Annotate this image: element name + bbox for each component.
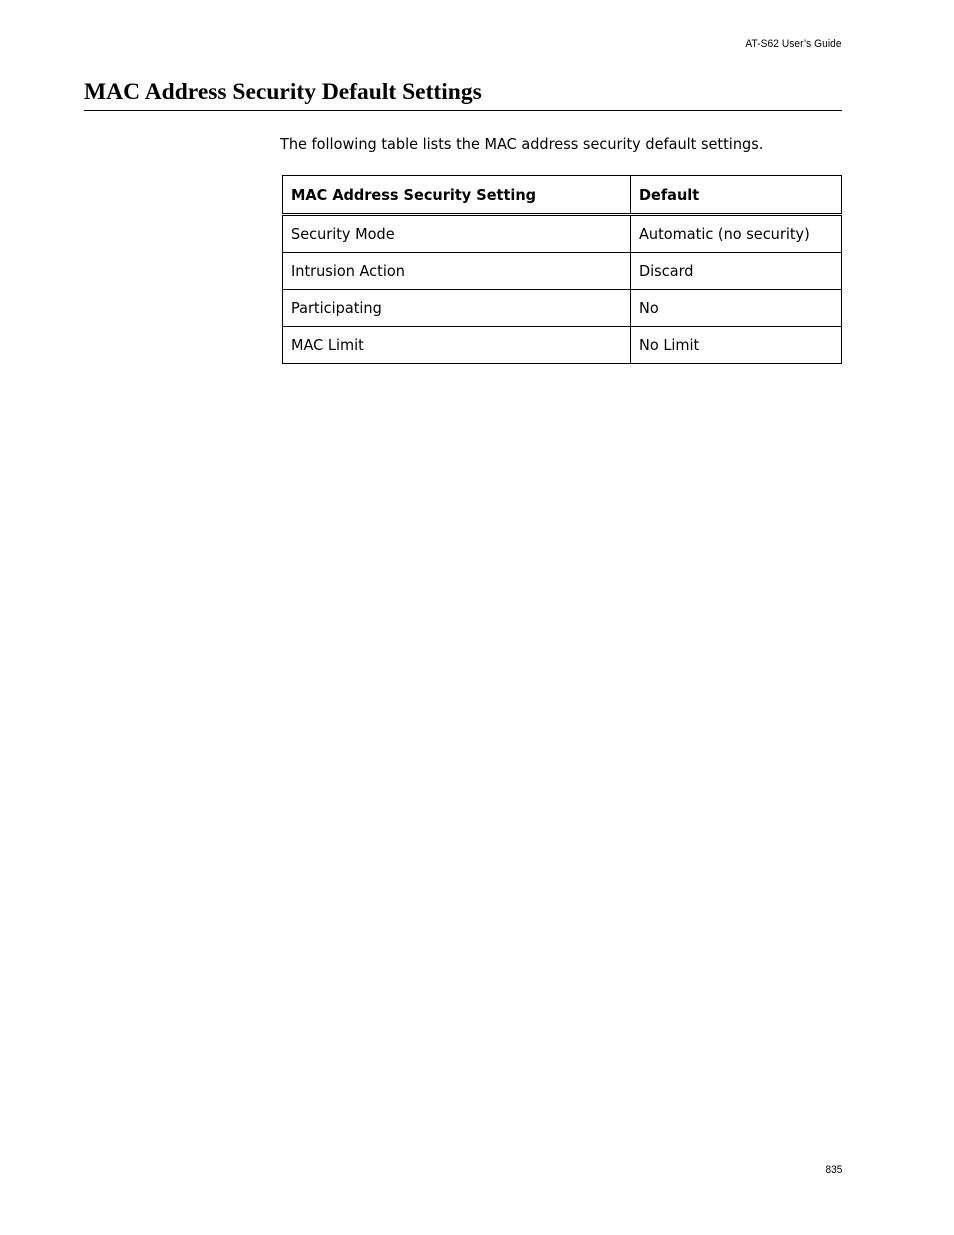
defaults-table: [282, 175, 842, 364]
setting-cell: Intrusion Action: [283, 253, 631, 290]
table-row: [283, 290, 842, 327]
default-cell: Discard: [631, 253, 842, 290]
section-title: MAC Address Security Default Settings: [84, 79, 482, 105]
title-rule: [84, 110, 842, 111]
column-header-setting: MAC Address Security Setting: [283, 176, 631, 215]
column-header-default: Default: [631, 176, 842, 215]
setting-cell: Participating: [283, 290, 631, 327]
setting-cell: MAC Limit: [283, 327, 631, 364]
table-row: [283, 215, 842, 253]
default-cell: No: [631, 290, 842, 327]
table-header-row: [283, 176, 842, 215]
running-header: AT-S62 User’s Guide: [745, 38, 842, 50]
page-number: 835: [825, 1164, 842, 1176]
setting-cell: Security Mode: [283, 215, 631, 253]
table-row: [283, 327, 842, 364]
default-cell: Automatic (no security): [631, 215, 842, 253]
intro-paragraph: The following table lists the MAC address security default settings.: [280, 135, 764, 153]
table-row: [283, 253, 842, 290]
default-cell: No Limit: [631, 327, 842, 364]
